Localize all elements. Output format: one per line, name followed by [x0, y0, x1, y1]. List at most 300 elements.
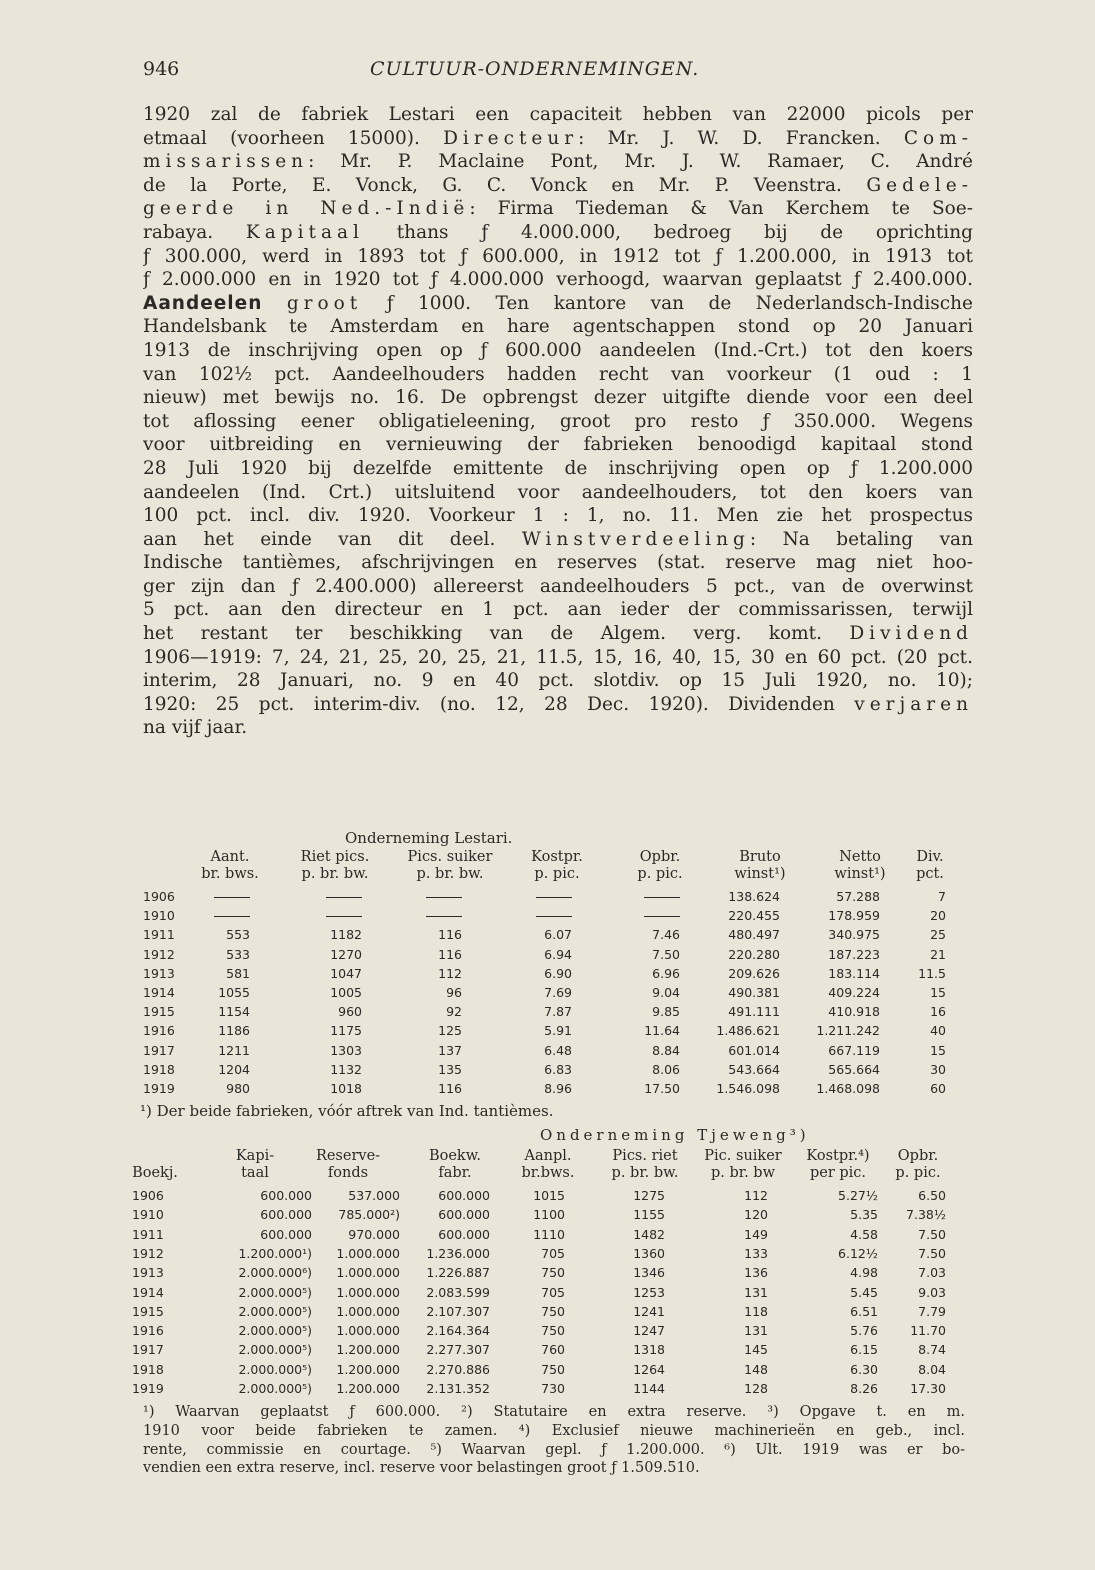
table1-dash-cell	[214, 887, 250, 906]
table1-cell: 11.5	[918, 965, 946, 981]
table2-cell: 730	[541, 1381, 565, 1396]
table1-cell: 8.84	[652, 1042, 680, 1058]
table2-cell: 1155	[633, 1207, 665, 1223]
text-line	[143, 386, 973, 410]
spaced-term: verjaren	[854, 693, 973, 715]
table2-cell: 9.03	[918, 1284, 946, 1300]
text-segment: Handelsbank te Amsterdam en hare agentschappen stond op 20 Januari	[143, 316, 973, 338]
table1-row	[0, 1021, 1095, 1040]
table2-cell: 2.164.364	[426, 1323, 490, 1339]
table1-cell: 178.959	[828, 908, 880, 924]
table2-cell: 750	[541, 1323, 565, 1339]
table1-cell: 220.280	[728, 946, 780, 962]
table1-dash-cell	[536, 887, 572, 906]
page-header	[0, 58, 1095, 88]
text-line	[143, 504, 973, 528]
table2-cell: 5.27½	[838, 1188, 878, 1203]
table2-cell: 785.000²)	[338, 1207, 400, 1223]
table2-row	[0, 1283, 1095, 1302]
table1-header	[497, 849, 617, 883]
table2-cell: 6.12½	[838, 1245, 878, 1261]
table2-cell: 1247	[633, 1323, 665, 1339]
table2-cell: 1.000.000	[336, 1303, 400, 1319]
table1-header-line: Aant.	[210, 849, 250, 865]
text-segment: van 102½ pct. Aandeelhouders hadden recht van voorkeur (1 oud : 1	[143, 363, 973, 385]
table2-cell: 1144	[633, 1381, 665, 1396]
table2-cell: 760	[541, 1342, 565, 1358]
table2-cell: 1.200.000¹)	[238, 1245, 312, 1261]
table2-year: 1917	[132, 1342, 164, 1358]
table1-cell: 1182	[330, 927, 362, 943]
table2-cell: 2.000.000⁵)	[238, 1342, 312, 1358]
table1-header-line: p. br. bw.	[416, 866, 484, 882]
table2-header-line: fonds	[327, 1165, 369, 1181]
text-segment: tot aflossing eener obligatieleening, groot pro resto ƒ 350.000. Wegens	[143, 410, 973, 432]
spaced-term: Gedele-	[866, 174, 973, 196]
table2-cell: 120	[744, 1207, 768, 1223]
page-number: 946	[143, 58, 180, 80]
table1-header-line: winst¹)	[734, 866, 786, 882]
table1-dash-cell	[214, 906, 250, 925]
table2-header-line: p. br. bw	[710, 1165, 776, 1181]
table1-cell: 7.50	[652, 946, 680, 962]
table1-cell: 16	[930, 1004, 946, 1020]
table1-cell: 601.014	[728, 1042, 780, 1058]
table1-header-line: Riet pics.	[300, 849, 370, 865]
table2-header-line: p. br. bw.	[611, 1165, 679, 1181]
table2-cell: 7.79	[918, 1303, 946, 1319]
table2-cell: 2.000.000⁵)	[238, 1323, 312, 1339]
table1-row	[0, 1060, 1095, 1079]
text-line	[143, 551, 973, 575]
table2-cell: 2.277.307	[426, 1342, 490, 1358]
table1-cell: 116	[438, 927, 462, 943]
table1-cell: 57.288	[836, 889, 880, 904]
table1-cell: 5.91	[544, 1023, 572, 1039]
text-segment: aan het einde van dit deel.	[143, 528, 522, 550]
table2-footnote-line: 1910 voor beide fabrieken te zamen. ⁴) Exclusief nieuwe machinerieën en geb., incl.	[143, 1422, 965, 1439]
text-segment: na vijf jaar.	[143, 717, 248, 739]
text-segment: 1906—1919: 7, 24, 21, 25, 20, 25, 21, 11.5, 15, 16, 40, 15, 30 en 60 pct. (20 pct.	[143, 646, 973, 668]
text-segment: ger zijn dan ƒ 2.400.000) allereerst aandeelhouders 5 pct., van de overwinst	[143, 575, 973, 597]
table2-cell: 1.200.000	[336, 1381, 400, 1396]
text-segment: 5 pct. aan den directeur en 1 pct. aan ieder der commissarissen, terwijl	[143, 599, 973, 621]
table2-cell: 600.000	[438, 1207, 490, 1223]
table2-cell: 750	[541, 1361, 565, 1377]
table2-cell: 6.15	[850, 1342, 878, 1358]
table1-cell: 533	[226, 946, 250, 962]
text-segment: ƒ 2.000.000 en in 1920 tot ƒ 4.000.000 verhoogd, waarvan geplaatst ƒ 2.400.000.	[143, 269, 973, 291]
text-line	[143, 150, 973, 174]
table1-cell: 6.83	[544, 1061, 572, 1077]
table1-cell: 1018	[330, 1081, 362, 1096]
text-segment: rabaya.	[143, 221, 246, 243]
table2-row	[0, 1340, 1095, 1359]
table1-dash-cell	[326, 887, 362, 906]
text-segment: etmaal (voorheen 15000).	[143, 127, 444, 149]
table2-cell: 1264	[633, 1361, 665, 1377]
table1-cell: 21	[930, 946, 946, 962]
table1-cell: 480.497	[728, 927, 780, 943]
table2-cell: 6.50	[918, 1188, 946, 1203]
table2-year: 1915	[132, 1303, 164, 1319]
table2-row	[0, 1263, 1095, 1282]
table2-cell: 2.270.886	[426, 1361, 490, 1377]
table1-cell: 138.624	[728, 889, 780, 904]
text-line	[143, 197, 973, 221]
table1-cell: 20	[930, 908, 946, 924]
table2-year: 1919	[132, 1381, 164, 1396]
table1-cell: 187.223	[828, 946, 880, 962]
table2-header-line: Pic. suiker	[704, 1148, 782, 1164]
table1-cell: 960	[338, 1004, 362, 1020]
text-segment: Indische tantièmes, afschrijvingen en reserves (stat. reserve mag niet hoo-	[143, 552, 973, 574]
table1-header-line: p. br. bw.	[301, 866, 369, 882]
table2-cell: 2.000.000⁵)	[238, 1381, 312, 1396]
table1-cell: 581	[226, 965, 250, 981]
table2-cell: 1.000.000	[336, 1323, 400, 1339]
table1-cell: 1175	[330, 1023, 362, 1039]
table2-header	[858, 1148, 978, 1182]
text-line	[143, 528, 973, 552]
table2-cell: 1253	[633, 1284, 665, 1300]
table2-cell: 7.50	[918, 1226, 946, 1242]
table2-cell: 118	[744, 1303, 768, 1319]
text-segment: aandeelen (Ind. Crt.) uitsluitend voor aandeelhouders, tot den koers van	[143, 481, 973, 503]
table1-cell: 491.111	[728, 1004, 780, 1020]
table2-row	[0, 1360, 1095, 1379]
table1-cell: 1.468.098	[816, 1081, 880, 1096]
table1-year: 1912	[143, 946, 175, 962]
table2-header-line: taal	[241, 1165, 269, 1181]
table1-cell: 565.664	[828, 1061, 880, 1077]
table2-cell: 1318	[633, 1342, 665, 1358]
table2-cell: 705	[541, 1245, 565, 1261]
table2-cell: 4.58	[850, 1226, 878, 1242]
table1-year: 1914	[143, 985, 175, 1000]
table1-cell: 125	[438, 1023, 462, 1039]
table2-cell: 131	[744, 1323, 768, 1339]
table1-header-line: p. pic.	[637, 866, 683, 882]
table2-title: Onderneming Tjeweng³)	[540, 1126, 810, 1144]
table2-cell: 4.98	[850, 1265, 878, 1281]
table2-cell: 2.131.352	[426, 1381, 490, 1396]
text-segment: : Mr. J. W. D. Francken.	[578, 127, 904, 149]
table1-cell: 40	[930, 1023, 946, 1039]
body-text	[143, 103, 973, 740]
text-segment: : Mr. P. Maclaine Pont, Mr. J. W. Ramaer, C. André	[308, 151, 973, 173]
table2-cell: 1.236.000	[426, 1245, 490, 1261]
text-segment: 100 pct. incl. div. 1920. Voorkeur 1 : 1, no. 11. Men zie het prospectus	[143, 505, 973, 527]
table2-footnote-line: rente, commissie en courtage. ⁵) Waarvan gepl. ƒ 1.200.000. ⁶) Ult. 1919 was er bo-	[143, 1441, 965, 1458]
table2-cell: 1346	[633, 1265, 665, 1281]
table2-header-line: Boekw.	[428, 1148, 482, 1164]
table1-cell: 1303	[330, 1042, 362, 1058]
table1-year: 1906	[143, 889, 175, 904]
table2-cell: 1360	[633, 1245, 665, 1261]
table2-year: 1916	[132, 1323, 164, 1339]
table1-header-line: Bruto	[739, 849, 781, 865]
table1-row	[0, 906, 1095, 925]
table1-row	[0, 1079, 1095, 1098]
table1-header	[275, 849, 395, 883]
table1-cell: 116	[438, 946, 462, 962]
table2-row	[0, 1302, 1095, 1321]
table1-cell: 92	[446, 1004, 462, 1020]
table2-cell: 5.45	[850, 1284, 878, 1300]
text-segment: ƒ 300.000, werd in 1893 tot ƒ 600.000, in 1912 tot ƒ 1.200.000, in 1913 tot	[143, 245, 973, 267]
table1-cell: 6.94	[544, 946, 572, 962]
table1-year: 1913	[143, 965, 175, 981]
table2-cell: 136	[744, 1265, 768, 1281]
table2-footnote-line: ¹) Waarvan geplaatst ƒ 600.000. ²) Statutaire en extra reserve. ³) Opgave t. en m.	[143, 1404, 965, 1420]
text-line	[143, 433, 973, 457]
table2-cell: 149	[744, 1226, 768, 1242]
table2-cell: 2.000.000⁶)	[238, 1265, 312, 1281]
table2-cell: 11.70	[910, 1323, 946, 1339]
table2-year: 1910	[132, 1207, 164, 1223]
bold-term: Aandeelen	[143, 292, 263, 314]
table2-header-line: Kapi-	[235, 1148, 275, 1164]
table1-cell: 15	[930, 1042, 946, 1058]
table2-row	[0, 1186, 1095, 1205]
table2-cell: 5.76	[850, 1323, 878, 1339]
table1-dash-cell	[326, 906, 362, 925]
table1-cell: 6.90	[544, 965, 572, 981]
text-line	[143, 622, 973, 646]
table1-header-line: Div.	[916, 849, 944, 865]
table1-cell: 490.381	[728, 985, 780, 1000]
table1-dash-cell	[426, 887, 462, 906]
table1-cell: 1211	[218, 1042, 250, 1058]
table1-row	[0, 983, 1095, 1002]
table2-cell: 128	[744, 1381, 768, 1396]
table1-cell: 1270	[330, 946, 362, 962]
table2-header-line: fabr.	[438, 1165, 472, 1181]
table1-cell: 60	[930, 1081, 946, 1096]
table2-cell: 131	[744, 1284, 768, 1300]
table1-cell: 543.664	[728, 1061, 780, 1077]
table2-cell: 1.000.000	[336, 1245, 400, 1261]
table2-cell: 7.03	[918, 1265, 946, 1281]
table1-year: 1919	[143, 1081, 175, 1096]
table2-cell: 1.200.000	[336, 1342, 400, 1358]
table1-cell: 8.06	[652, 1061, 680, 1077]
table2-year: 1913	[132, 1265, 164, 1281]
table1-header	[170, 849, 290, 883]
spaced-term: missarissen	[143, 151, 309, 173]
table1-cell: 667.119	[828, 1042, 880, 1058]
table2-cell: 5.35	[850, 1207, 878, 1223]
table2-cell: 600.000	[260, 1188, 312, 1203]
table1-year: 1911	[143, 927, 175, 943]
table1-cell: 96	[446, 985, 462, 1000]
table2-row	[0, 1321, 1095, 1340]
table1-header-line: Pics. suiker	[407, 849, 493, 865]
table1-cell: 340.975	[828, 927, 880, 943]
table1-cell: 116	[438, 1081, 462, 1096]
table2-cell: 1110	[533, 1226, 565, 1242]
table1-cell: 553	[226, 927, 250, 943]
table2-cell: 1.000.000	[336, 1265, 400, 1281]
table2-row	[0, 1244, 1095, 1263]
table1-header-line: pct.	[916, 866, 944, 882]
table2-header-line: Kostpr.⁴)	[806, 1148, 870, 1164]
text-line	[143, 292, 973, 316]
table1-cell: 7.69	[544, 985, 572, 1000]
table2-footnote-line: vendien een extra reserve, incl. reserve voor belastingen groot ƒ 1.509.510.	[143, 1460, 700, 1477]
text-line	[143, 127, 973, 151]
text-line	[143, 457, 973, 481]
table1-cell: 183.114	[828, 965, 880, 981]
table2-cell: 1482	[633, 1226, 665, 1242]
table1-cell: 6.07	[544, 927, 572, 943]
table1-year: 1910	[143, 908, 175, 924]
table2-header-line: Opbr.	[897, 1148, 939, 1164]
text-line	[143, 268, 973, 292]
text-segment: voor uitbreiding en vernieuwing der fabrieken benoodigd kapitaal stond	[143, 434, 973, 456]
table2-cell: 6.51	[850, 1303, 878, 1319]
table1-cell: 1.211.242	[816, 1023, 880, 1039]
running-title: CULTUUR-ONDERNEMINGEN.	[370, 58, 700, 80]
table2-cell: 17.30	[910, 1381, 946, 1396]
table2-cell: 750	[541, 1265, 565, 1281]
table2-cell: 133	[744, 1245, 768, 1261]
table2-cell: 2.000.000⁵)	[238, 1361, 312, 1377]
table1-cell: 9.04	[652, 985, 680, 1000]
table2-cell: 600.000	[260, 1207, 312, 1223]
spaced-term: Winstverdeeling	[521, 528, 750, 550]
table2-cell: 1.000.000	[336, 1284, 400, 1300]
table1-year: 1917	[143, 1042, 175, 1058]
table2-cell: 6.30	[850, 1361, 878, 1377]
table1-row	[0, 1041, 1095, 1060]
table1-cell: 8.96	[544, 1081, 572, 1096]
table2-cell: 2.107.307	[426, 1303, 490, 1319]
spaced-term: Com-	[903, 127, 973, 149]
table1-cell: 1154	[218, 1004, 250, 1020]
text-segment: 1920: 25 pct. interim-div. (no. 12, 28 Dec. 1920). Dividenden	[143, 693, 855, 715]
table2-year: 1918	[132, 1361, 164, 1377]
table2-header-line: Pics. riet	[612, 1148, 678, 1164]
table1-cell: 135	[438, 1061, 462, 1077]
table1-cell: 11.64	[644, 1023, 680, 1039]
text-segment: nieuw) met bewijs no. 16. De opbrengst dezer uitgifte diende voor een deel	[143, 387, 973, 409]
table1-year: 1915	[143, 1004, 175, 1020]
table2-row	[0, 1225, 1095, 1244]
table2-year: 1912	[132, 1245, 164, 1261]
table2-cell: 537.000	[348, 1188, 400, 1203]
table1-cell: 9.85	[652, 1004, 680, 1020]
text-line	[143, 410, 973, 434]
table2-cell: 600.000	[438, 1188, 490, 1203]
text-line	[143, 339, 973, 363]
table1-cell: 137	[438, 1042, 462, 1058]
table2-row	[0, 1205, 1095, 1224]
spaced-term: Kapitaal	[245, 221, 364, 243]
table2-cell: 148	[744, 1361, 768, 1377]
table1-header	[390, 849, 510, 883]
table1-footnote: ¹) Der beide fabrieken, vóór aftrek van Ind. tantièmes.	[140, 1102, 554, 1120]
table2-cell: 1015	[533, 1188, 565, 1203]
table1-header-line: winst¹)	[834, 866, 886, 882]
table1-header-line: br. bws.	[201, 866, 259, 882]
spaced-term: Directeur	[443, 127, 579, 149]
text-segment: 1920 zal de fabriek Lestari een capaciteit hebben van 22000 picols per	[143, 104, 973, 125]
table2-cell: 145	[744, 1342, 768, 1358]
text-line	[143, 693, 973, 717]
text-segment	[262, 293, 286, 314]
table2-cell: 600.000	[438, 1226, 490, 1242]
table1-cell: 7.87	[544, 1004, 572, 1020]
table1-cell: 7	[938, 889, 946, 904]
table1-cell: 1132	[330, 1061, 362, 1077]
text-line	[143, 221, 973, 245]
text-line	[143, 315, 973, 339]
table1-cell: 209.626	[728, 965, 780, 981]
text-line	[143, 646, 973, 670]
table1-cell: 409.224	[828, 985, 880, 1000]
table1-cell: 1055	[218, 985, 250, 1000]
table1-cell: 1204	[218, 1061, 250, 1077]
text-line	[143, 669, 973, 693]
table1-year: 1916	[143, 1023, 175, 1039]
text-segment: het restant ter beschikking van de Algem. verg. komt.	[143, 623, 850, 645]
table2-year: 1914	[132, 1284, 164, 1300]
table2-cell: 7.50	[918, 1245, 946, 1261]
table1-row	[0, 887, 1095, 906]
text-segment: de la Porte, E. Vonck, G. C. Vonck en Mr. P. Veenstra.	[143, 174, 867, 196]
text-segment: : Firma Tiedeman & Van Kerchem te Soe-	[469, 198, 973, 220]
table1-title: Onderneming Lestari.	[345, 829, 513, 847]
table1-header-line: Netto	[839, 849, 881, 865]
table2-header-line: Aanpl.	[524, 1148, 572, 1164]
table1-cell: 17.50	[644, 1081, 680, 1096]
table1-cell: 220.455	[728, 908, 780, 924]
table1-dash-cell	[644, 906, 680, 925]
text-line	[143, 103, 973, 127]
text-line	[143, 245, 973, 269]
table2-cell: 1100	[533, 1207, 565, 1223]
table1-row	[0, 964, 1095, 983]
table2-cell: 112	[744, 1188, 768, 1203]
spaced-term: Dividend	[849, 623, 973, 645]
text-line	[143, 575, 973, 599]
text-segment: 1913 de inschrijving open op ƒ 600.000 aandeelen (Ind.-Crt.) tot den koers	[143, 339, 973, 361]
table2-cell: 2.000.000⁵)	[238, 1303, 312, 1319]
table2-cell: 1.200.000	[336, 1361, 400, 1377]
table1-cell: 6.96	[652, 965, 680, 981]
table2-cell: 705	[541, 1284, 565, 1300]
table2-header-line: Reserve-	[315, 1148, 381, 1164]
table2-header	[288, 1148, 408, 1182]
table1-dash-cell	[426, 906, 462, 925]
table1-cell: 7.46	[652, 927, 680, 943]
table2-year: 1906	[132, 1188, 164, 1203]
table1-cell: 1047	[330, 965, 362, 981]
table1-cell: 112	[438, 965, 462, 981]
table1-header-line: Kostpr.	[531, 849, 583, 865]
table2-cell: 600.000	[260, 1226, 312, 1242]
table1-cell: 1.546.098	[716, 1081, 780, 1096]
table2-cell: 8.74	[918, 1342, 946, 1358]
text-segment: : Na betaling van	[749, 528, 973, 550]
text-line	[143, 363, 973, 387]
table1-cell: 1005	[330, 985, 362, 1000]
table2-cell: 1275	[633, 1188, 665, 1203]
table1-row	[0, 1002, 1095, 1021]
text-segment: thans ƒ 4.000.000, bedroeg bij de oprichting	[363, 221, 973, 243]
